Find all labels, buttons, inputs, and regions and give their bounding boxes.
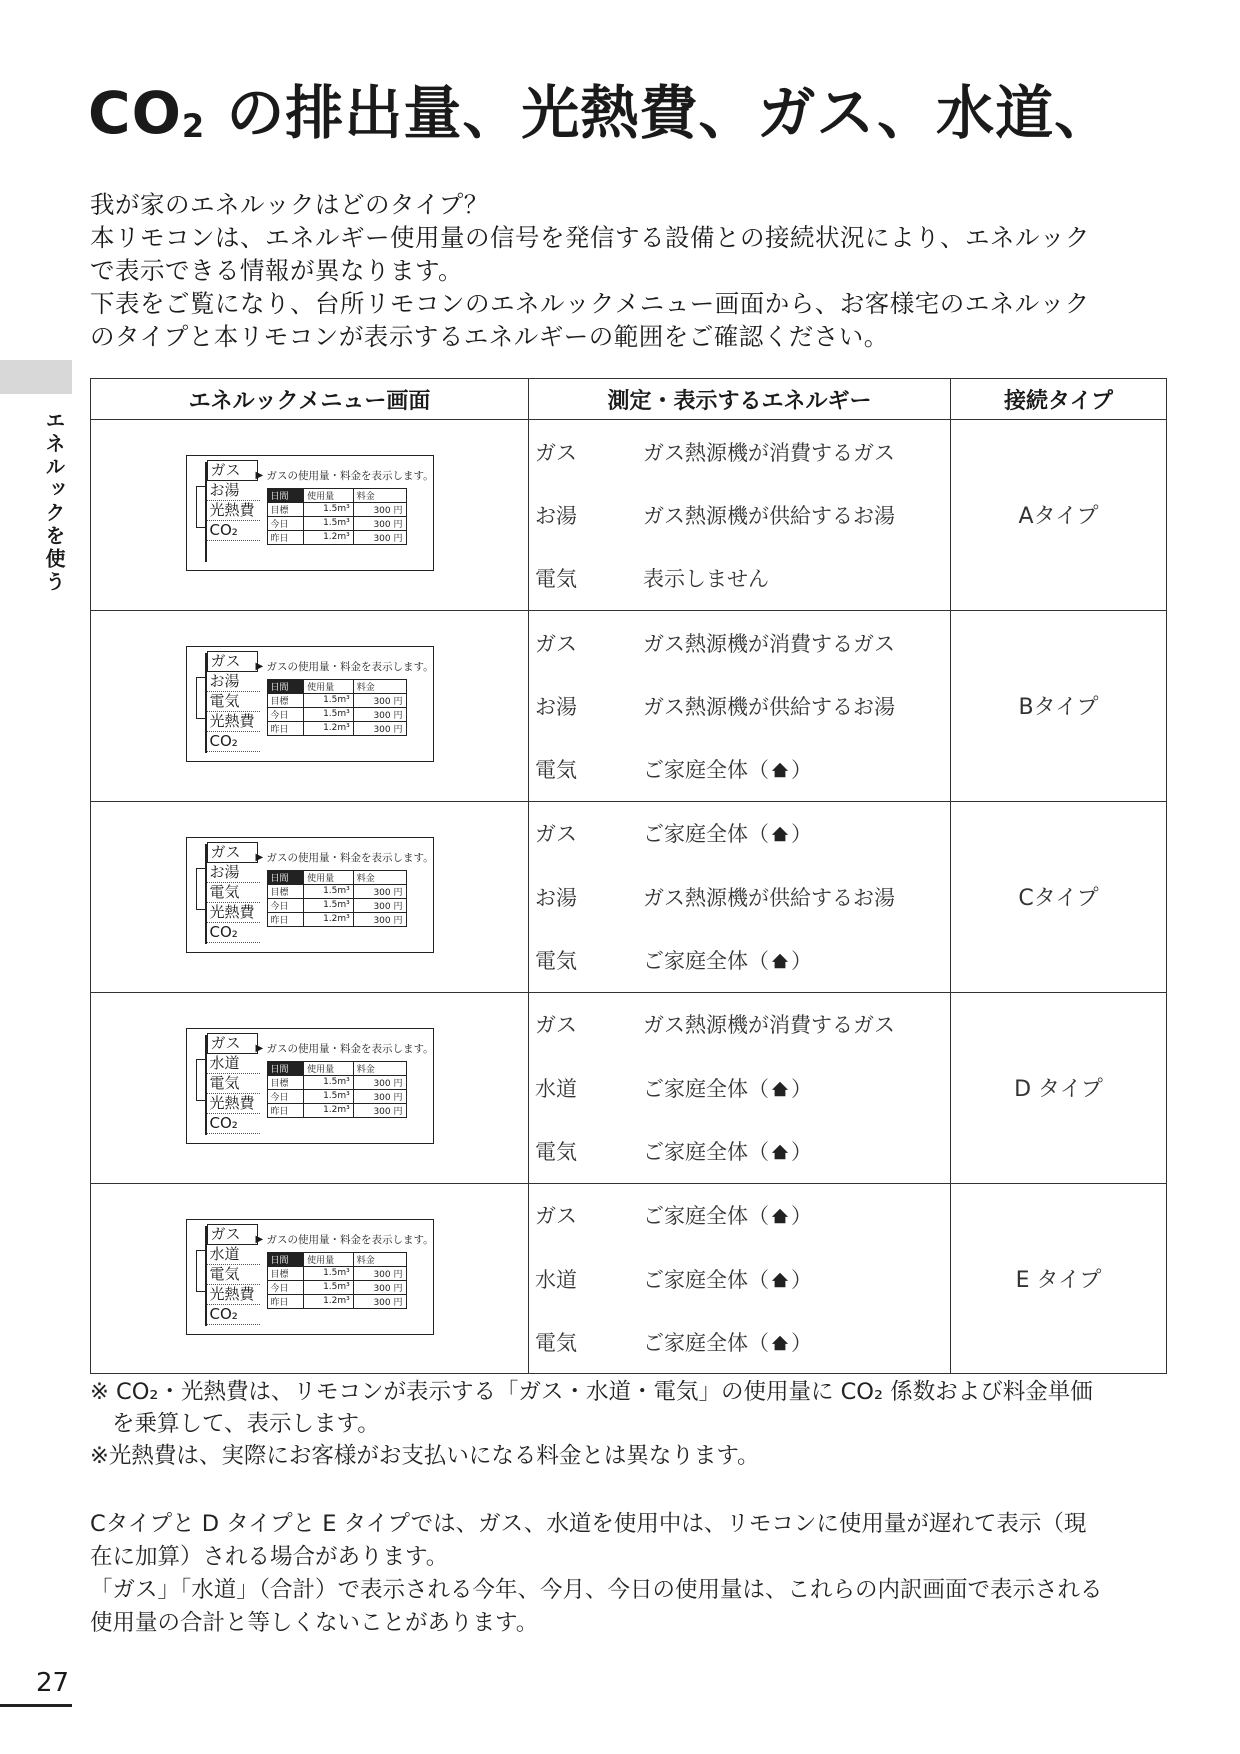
mini-cell: 目標 [267,1075,304,1089]
energy-line [529,737,950,800]
energy-line [529,674,950,737]
header-connection-type: 接続タイプ [951,379,1167,420]
energy-kind: ガス [535,631,577,656]
energy-kind: お湯 [535,694,577,719]
intro-line: のタイプと本リモコンが表示するエネルギーの範囲をご確認ください。 [90,322,889,351]
menu-item: ガス [207,1224,258,1245]
energy-kind: お湯 [535,885,577,910]
energy-line [529,420,950,483]
energy-line [529,928,950,991]
mini-cell: 1.2m³ [304,721,354,735]
menu-item: 光熱費 [207,501,260,521]
energy-line [529,1247,950,1310]
remote-screen-illustration [186,1219,434,1335]
menu-list [207,1224,260,1325]
closing-line: 在に加算）される場合があります。 [90,1544,449,1570]
menu-item: ガス [207,842,258,863]
menu-screen-cell [91,420,529,611]
footnote: ※ CO₂・光熱費は、リモコンが表示する「ガス・水道・電気」の使用量に CO₂ 係数および料金単価 [90,1379,1093,1405]
energy-kind: 電気 [535,1139,577,1164]
home-icon [771,1271,789,1289]
menu-item: CO₂ [207,923,260,943]
side-tab-marker [0,360,72,394]
table-row [91,1183,1167,1374]
energy-value [643,563,950,593]
energy-value [643,691,950,721]
mini-cell: 1.5m³ [304,884,354,898]
energy-kind: 電気 [535,758,577,783]
mini-cell: 1.5m³ [304,502,354,516]
menu-item: 光熱費 [207,712,260,732]
intro-text [90,188,1165,353]
energy-value [643,882,950,912]
mini-cell: 1.2m³ [304,1103,354,1117]
energy-scope: ご家庭全体（ [643,1076,769,1101]
mini-cell: 昨日 [267,1103,304,1117]
mini-cell: 目標 [267,884,304,898]
home-icon [771,1334,789,1352]
mini-header: 使用量 [304,488,354,502]
mini-cell: 目標 [267,1266,304,1280]
energy-kind: ガス [535,1204,577,1229]
mini-cell: 300 円 [353,516,406,530]
mini-cell: 今日 [267,898,304,912]
table-row [91,992,1167,1183]
mini-cell: 1.5m³ [304,693,354,707]
connection-type-table [90,378,1167,1374]
screen-message: ガスの使用量・料金を表示します。 [266,1233,434,1246]
connection-type-cell: Aタイプ [951,420,1167,611]
energy-kind: ガス [535,440,577,465]
usage-mini-table [267,679,407,736]
energy-scope: ご家庭全体（ [643,949,769,974]
screen-message: ガスの使用量・料金を表示します。 [266,1042,434,1055]
energy-value [643,1136,950,1166]
usage-mini-table [267,870,407,927]
menu-item: CO₂ [207,1305,260,1325]
mini-header: 料金 [353,1252,406,1266]
energy-scope: ガス熱源機が供給するお湯 [643,694,895,719]
menu-item: ガス [207,1033,258,1054]
mini-cell: 300 円 [353,1075,406,1089]
header-energy: 測定・表示するエネルギー [529,379,951,420]
mini-cell: 昨日 [267,912,304,926]
energy-value [643,1073,950,1103]
table-row [91,610,1167,801]
energy-scope: ご家庭全体（ [643,822,769,847]
menu-item: 電気 [207,1074,260,1094]
energy-scope: 表示しません [643,567,769,592]
mini-cell: 300 円 [353,912,406,926]
paren-close: ） [791,1204,812,1229]
paren-close: ） [791,758,812,783]
energy-scope: ガス熱源機が消費するガス [643,631,895,656]
closing-text [90,1508,1170,1640]
mini-header: 日間 [267,1061,304,1075]
energy-line [529,1119,950,1182]
mini-header: 使用量 [304,1061,354,1075]
menu-list [207,1033,260,1134]
menu-item: 水道 [207,1054,260,1074]
energy-value [643,628,950,658]
mini-cell: 300 円 [353,693,406,707]
menu-screen-cell [91,1183,529,1374]
energy-kind: ガス [535,822,577,847]
mini-header: 日間 [267,870,304,884]
mini-cell: 1.5m³ [304,1089,354,1103]
mini-cell: 昨日 [267,1294,304,1308]
mini-cell: 300 円 [353,721,406,735]
energy-line [529,802,950,865]
mini-cell: 目標 [267,502,304,516]
usage-mini-table [267,488,407,545]
energy-kind: 水道 [535,1267,577,1292]
energy-line [529,1310,950,1373]
intro-line: 本リモコンは、エネルギー使用量の信号を発信する設備との接続状況により、エネルック [90,223,1090,252]
mini-cell: 昨日 [267,721,304,735]
energy-value [643,1264,950,1294]
mini-cell: 300 円 [353,1294,406,1308]
side-section-label: エネルックを使う [42,410,66,594]
energy-scope: ご家庭全体（ [643,1204,769,1229]
page-number: 27 [36,1668,70,1698]
connection-type-cell: Bタイプ [951,610,1167,801]
remote-screen-illustration [186,646,434,762]
intro-line: で表示できる情報が異なります。 [90,256,464,285]
mini-cell: 1.2m³ [304,1294,354,1308]
closing-line: 使用量の合計と等しくないことがあります。 [90,1610,539,1636]
mini-cell: 今日 [267,516,304,530]
closing-line: Cタイプと D タイプと E タイプでは、ガス、水道を使用中は、リモコンに使用量が遅れて表示（現 [90,1511,1087,1537]
energy-cell [529,610,951,801]
mini-cell: 1.2m³ [304,530,354,544]
menu-screen-cell [91,610,529,801]
menu-item: 電気 [207,692,260,712]
energy-line [529,1056,950,1119]
bracket-line [196,868,205,910]
energy-scope: ご家庭全体（ [643,1267,769,1292]
energy-value [643,754,950,784]
screen-message: ガスの使用量・料金を表示します。 [266,660,434,673]
intro-line: 下表をご覧になり、台所リモコンのエネルックメニュー画面から、お客様宅のエネルック [90,289,1090,318]
menu-item: 光熱費 [207,1285,260,1305]
mini-cell: 1.5m³ [304,1266,354,1280]
menu-item: お湯 [207,481,260,501]
energy-kind: ガス [535,1013,577,1038]
energy-scope: ガス熱源機が消費するガス [643,1013,895,1038]
paren-close: ） [791,822,812,847]
paren-close: ） [791,949,812,974]
mini-header: 日間 [267,1252,304,1266]
energy-cell [529,801,951,992]
mini-cell: 今日 [267,707,304,721]
mini-cell: 300 円 [353,898,406,912]
menu-screen-cell [91,801,529,992]
energy-kind: お湯 [535,503,577,528]
mini-cell: 1.5m³ [304,516,354,530]
connection-type-cell: E タイプ [951,1183,1167,1374]
remote-screen-illustration [186,455,434,571]
pointer-icon: ▶ [255,1233,264,1245]
energy-kind: 電気 [535,567,577,592]
menu-item: CO₂ [207,521,260,541]
energy-line [529,611,950,674]
energy-scope: ガス熱源機が消費するガス [643,440,895,465]
mini-cell: 1.5m³ [304,707,354,721]
energy-scope: ご家庭全体（ [643,1139,769,1164]
mini-cell: 今日 [267,1089,304,1103]
mini-cell: 目標 [267,693,304,707]
energy-scope: ガス熱源機が供給するお湯 [643,885,895,910]
mini-cell: 300 円 [353,1103,406,1117]
mini-header: 料金 [353,679,406,693]
connection-type-cell: Cタイプ [951,801,1167,992]
mini-cell: 300 円 [353,707,406,721]
energy-scope: ガス熱源機が供給するお湯 [643,503,895,528]
bracket-line [196,486,205,528]
energy-value [643,1009,950,1039]
paren-close: ） [791,1076,812,1101]
energy-kind: 水道 [535,1076,577,1101]
footnotes [90,1376,1170,1472]
energy-value [643,1327,950,1357]
header-menu-screen: エネルックメニュー画面 [91,379,529,420]
energy-value [643,1200,950,1230]
mini-cell: 300 円 [353,1280,406,1294]
screen-message: ガスの使用量・料金を表示します。 [266,469,434,482]
paren-close: ） [791,1330,812,1355]
menu-item: 光熱費 [207,1094,260,1114]
intro-line: 我が家のエネルックはどのタイプ？ [90,190,489,219]
footnote: ※光熱費は、実際にお客様がお支払いになる料金とは異なります。 [90,1443,760,1469]
energy-value [643,818,950,848]
mini-header: 日間 [267,679,304,693]
mini-cell: 昨日 [267,530,304,544]
table-row [91,420,1167,611]
menu-item: CO₂ [207,732,260,752]
mini-cell: 300 円 [353,530,406,544]
mini-header: 使用量 [304,870,354,884]
menu-item: 水道 [207,1245,260,1265]
energy-scope: ご家庭全体（ [643,1330,769,1355]
mini-cell: 今日 [267,1280,304,1294]
paren-close: ） [791,1139,812,1164]
mini-cell: 1.2m³ [304,912,354,926]
menu-item: 光熱費 [207,903,260,923]
energy-kind: 電気 [535,1330,577,1355]
menu-item: ガス [207,460,258,481]
mini-cell: 1.5m³ [304,1280,354,1294]
pointer-icon: ▶ [255,851,264,863]
page-title: $CO_2$ の排出量、光熱費、ガス、水道、 [88,79,1114,147]
pointer-icon: ▶ [255,660,264,672]
bracket-line [196,677,205,719]
usage-mini-table [267,1061,407,1118]
mini-header: 料金 [353,488,406,502]
home-icon [771,825,789,843]
menu-item: ガス [207,651,258,672]
menu-item: お湯 [207,863,260,883]
home-icon [771,952,789,970]
energy-value [643,500,950,530]
energy-kind: 電気 [535,949,577,974]
menu-item: CO₂ [207,1114,260,1134]
energy-value [643,945,950,975]
mini-header: 使用量 [304,1252,354,1266]
footnote: を乗算して、表示します。 [112,1411,380,1437]
mini-cell: 300 円 [353,1089,406,1103]
mini-header: 日間 [267,488,304,502]
energy-cell [529,1183,951,1374]
energy-line [529,993,950,1056]
page-number-rule [0,1704,72,1707]
mini-header: 料金 [353,870,406,884]
energy-cell [529,420,951,611]
pointer-icon: ▶ [255,469,264,481]
menu-list [207,651,260,752]
energy-scope: ご家庭全体（ [643,758,769,783]
mini-cell: 300 円 [353,884,406,898]
mini-cell: 1.5m³ [304,1075,354,1089]
bracket-line [196,1250,205,1292]
closing-line: 「ガス」「水道」（合計）で表示される今年、今月、今日の使用量は、これらの内訳画面で表示される [90,1577,1103,1603]
table-row [91,801,1167,992]
usage-mini-table [267,1252,407,1309]
home-icon [771,761,789,779]
remote-screen-illustration [186,837,434,953]
menu-item: お湯 [207,672,260,692]
connection-type-cell: D タイプ [951,992,1167,1183]
energy-value [643,437,950,467]
mini-header: 料金 [353,1061,406,1075]
menu-list [207,842,260,943]
mini-cell: 300 円 [353,1266,406,1280]
menu-screen-cell [91,992,529,1183]
mini-cell: 1.5m³ [304,898,354,912]
menu-item: 電気 [207,1265,260,1285]
home-icon [771,1207,789,1225]
energy-cell [529,992,951,1183]
home-icon [771,1080,789,1098]
menu-list [207,460,260,541]
mini-header: 使用量 [304,679,354,693]
menu-item: 電気 [207,883,260,903]
energy-line [529,1184,950,1247]
energy-line [529,547,950,610]
screen-message: ガスの使用量・料金を表示します。 [266,851,434,864]
paren-close: ） [791,1267,812,1292]
home-icon [771,1143,789,1161]
energy-line [529,865,950,928]
pointer-icon: ▶ [255,1042,264,1054]
mini-cell: 300 円 [353,502,406,516]
bracket-line [196,1059,205,1101]
remote-screen-illustration [186,1028,434,1144]
energy-line [529,483,950,546]
